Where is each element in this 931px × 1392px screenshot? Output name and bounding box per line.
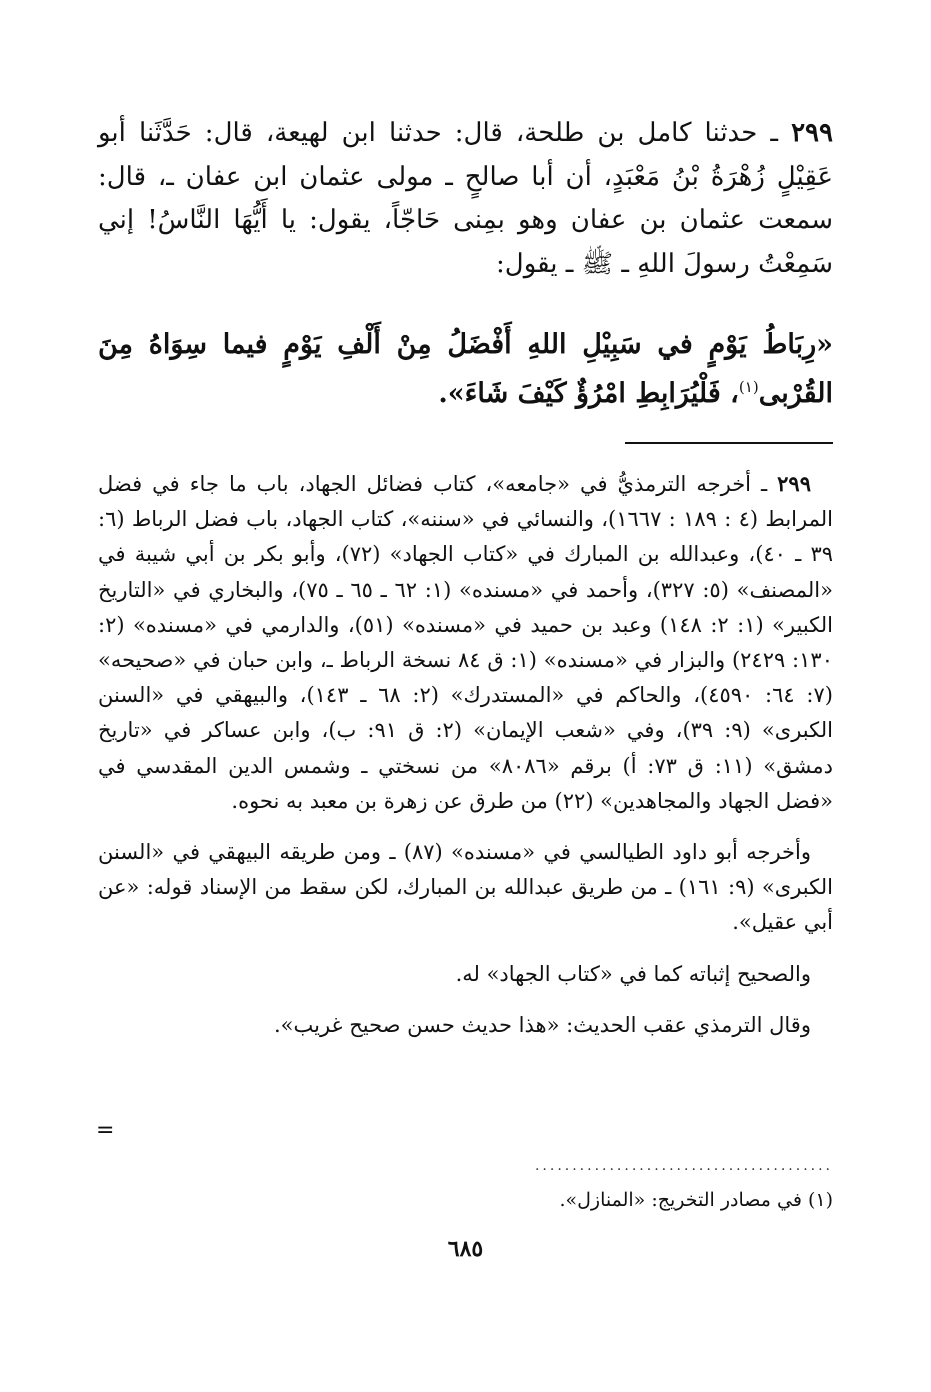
quote-part-2: ، فَلْيُرَابِطِ امْرُؤٌ كَيْفَ شَاءَ». <box>438 378 739 409</box>
page-number: ٦٨٥ <box>447 1236 484 1262</box>
hadith-text <box>98 112 833 286</box>
notes-paragraph-2: وأخرجه أبو داود الطيالسي في «مسنده» (٨٧) ـ ومن طريقه البيهقي في «السنن الكبرى» (٩: ١٦١) ـ من طريق عبدالله بن المبارك، لكن سقط من الإسناد قوله: «عن أبي عقيل». <box>98 840 833 935</box>
notes-paragraph-1-text: ـ أخرجه الترمذيُّ في «جامعه»، كتاب فضائل الجهاد، باب ما جاء في فضل المرابط (٤ : ١٨٩ : ١٦٦٧)، والنسائي في «سننه»، كتاب الجهاد، باب فضل الرباط (٦: ٣٩ ـ ٤٠)، وعبدالله بن المبارك في «كتاب الجهاد» (٧٢)، وأبو بكر بن أبي شيبة في «المصنف» (٥: ٣٢٧)، وأحمد في «مسنده» (١: ٦٢ ـ ٦٥ ـ ٧٥)، والبخاري في «التاريخ الكبير» (١: ٢: ١٤٨) وعبد بن حميد في «مسنده» (٥١)، والدارمي في «مسنده» (٢: ١٣٠: ٢٤٢٩) والبزار في «مسنده» (١: ق ٨٤ نسخة الرباط ـ، وابن حبان في «صحيحه» (٧: ٦٤: ٤٥٩٠)، والحاكم في «المستدرك» (٢: ٦٨ ـ ١٤٣)، والبيهقي في «السنن الكبرى» (٩: ٣٩)، وفي «شعب الإيمان» (٢: ق ٩١: ب)، وابن عساكر في «تاريخ دمشق» (١١: ق ٧٣: أ) برقم «٨٠٨٦» من نسختي ـ وشمس الدين المقدسي في «فضل الجهاد والمجاهدين» (٢٢) من طرق عن زهرة بن معبد به نحوه. <box>98 472 833 813</box>
quote-part-1: «رِبَاطُ يَوْمٍ في سَبِيْلِ اللهِ أَفْضَلُ مِنْ أَلْفِ يَوْمٍ فيما سِوَاهُ مِنَ القُرْبى <box>98 329 833 409</box>
hadith-number: ٢٩٩ <box>791 118 833 148</box>
notes-paragraph-3: والصحيح إثباته كما في «كتاب الجهاد» له. <box>455 961 811 986</box>
footnote: (١) في مصادر التخريج: «المنازل». <box>559 1189 833 1211</box>
footnote-separator: ........................................ <box>534 1158 833 1174</box>
notes-divider <box>625 442 833 444</box>
footnote-reference: (١) <box>738 378 759 396</box>
continuation-mark: = <box>96 1118 115 1143</box>
takhrij-notes <box>98 466 833 1043</box>
notes-paragraph-4: وقال الترمذي عقب الحديث: «هذا حديث حسن صحيح غريب». <box>273 1012 811 1037</box>
notes-number: ٢٩٩ <box>777 471 811 496</box>
notes-paragraph-1 <box>98 466 833 819</box>
prophetic-quote <box>98 324 833 415</box>
hadith-chain: ـ حدثنا كامل بن طلحة، قال: حدثنا ابن لهيعة، قال: حَدَّثَنا أبو عَقِيْلٍ زُهْرَةُ بْنُ مَعْبَدٍ، أن أبا صالحٍ ـ مولى عثمان ابن عفان ـ، قال: سمعت عثمان بن عفان وهو بمِنى حَاجّاً، يقول: يا أَيُّهَا النَّاسُ! إني سَمِعْتُ رسولَ اللهِ ـ ﷺ ـ يقول: <box>98 118 833 279</box>
